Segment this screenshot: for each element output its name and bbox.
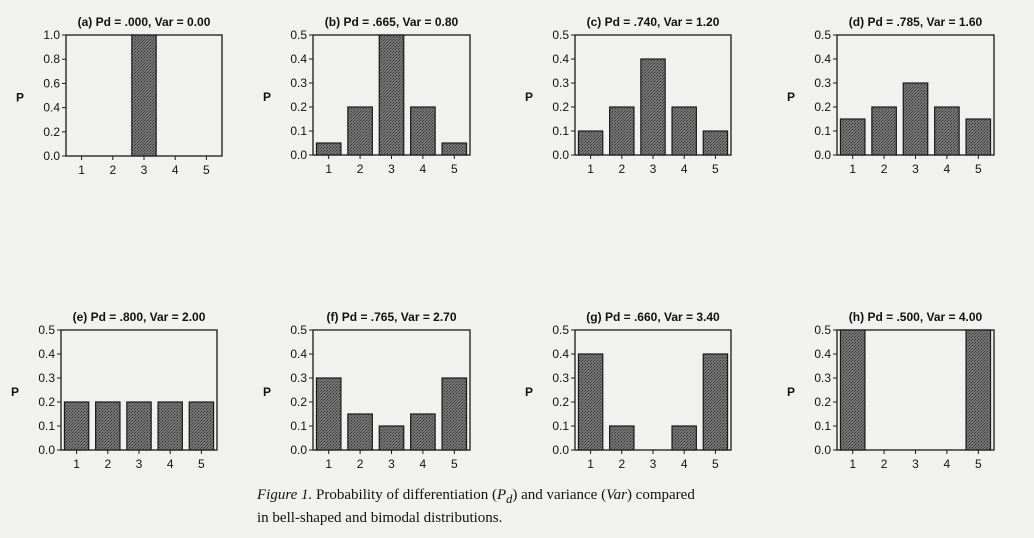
y-axis-label: P (15, 90, 25, 105)
x-tick-label: 2 (618, 162, 626, 176)
y-tick-label: 0.0 (552, 443, 569, 457)
chart-title: (h) Pd = .500, Var = 4.00 (848, 310, 983, 324)
chart-title: (f) Pd = .765, Var = 2.70 (326, 310, 457, 324)
x-tick-label: 2 (880, 457, 888, 471)
y-tick-label: 0.2 (814, 395, 831, 409)
bar-3 (379, 35, 403, 155)
figure-caption (257, 486, 817, 528)
x-tick-label: 4 (171, 163, 179, 177)
y-tick-label: 0.3 (814, 76, 831, 90)
bar-4 (411, 414, 435, 450)
x-tick-label: 5 (198, 457, 205, 471)
y-axis-label: P (262, 90, 272, 104)
chart-title: (g) Pd = .660, Var = 3.40 (586, 310, 720, 324)
chart-panel-6 (263, 310, 470, 471)
y-tick-label: 0.3 (814, 371, 831, 385)
y-tick-label: 0.2 (814, 100, 831, 114)
chart-title: (c) Pd = .740, Var = 1.20 (586, 15, 720, 29)
bar-2 (610, 107, 634, 155)
bar-5 (703, 131, 727, 155)
x-tick-label: 4 (943, 162, 951, 176)
caption-pd: P (496, 487, 507, 503)
y-tick-label: 0.4 (290, 52, 307, 66)
y-tick-label: 0.2 (552, 395, 569, 409)
bar-2 (96, 402, 120, 450)
bar-5 (703, 354, 727, 450)
chart-title: (a) Pd = .000, Var = 0.00 (77, 15, 211, 29)
x-tick-label: 5 (974, 457, 982, 471)
bar-3 (132, 35, 156, 156)
y-tick-label: 0.3 (290, 371, 307, 385)
y-tick-label: 0.5 (814, 28, 831, 42)
y-axis-label: P (524, 385, 534, 399)
x-tick-label: 2 (109, 163, 117, 177)
chart-title: (b) Pd = .665, Var = 0.80 (324, 15, 459, 29)
y-tick-label: 0.5 (290, 28, 307, 42)
bar-2 (872, 107, 896, 155)
y-tick-label: 0.1 (290, 419, 307, 433)
x-tick-label: 5 (450, 162, 458, 176)
bar-4 (158, 402, 182, 450)
y-tick-label: 0.5 (814, 323, 831, 337)
bar-5 (189, 402, 213, 450)
chart-panel-3 (525, 15, 731, 176)
bar-5 (442, 378, 466, 450)
y-tick-label: 0.0 (552, 148, 569, 162)
bar-1 (316, 143, 340, 155)
y-tick-label: 0.0 (43, 149, 60, 163)
x-tick-label: 3 (135, 457, 143, 471)
bar-2 (348, 414, 372, 450)
bar-1 (64, 402, 88, 450)
x-tick-label: 1 (73, 457, 80, 471)
bar-4 (672, 426, 696, 450)
x-tick-label: 5 (203, 163, 210, 177)
y-tick-label: 0.4 (290, 347, 307, 361)
x-tick-label: 2 (356, 457, 364, 471)
x-tick-label: 3 (649, 162, 657, 176)
y-tick-label: 0.3 (552, 371, 569, 385)
x-tick-label: 4 (680, 457, 688, 471)
x-tick-label: 4 (943, 457, 951, 471)
y-axis-label: P (524, 90, 534, 104)
caption-text-b: ) and variance ( (512, 487, 607, 503)
y-tick-label: 0.0 (38, 443, 55, 457)
chart-panel-7 (525, 310, 731, 471)
y-tick-label: 0.5 (290, 323, 307, 337)
chart-panel-1 (16, 15, 222, 177)
y-tick-label: 0.3 (290, 76, 307, 90)
bar-1 (316, 378, 340, 450)
chart-panel-8 (787, 310, 994, 471)
x-tick-label: 1 (849, 162, 857, 176)
chart-panel-5 (11, 310, 217, 471)
bar-4 (935, 107, 959, 155)
y-tick-label: 0.1 (552, 124, 569, 138)
bar-3 (127, 402, 151, 450)
x-tick-label: 1 (587, 162, 594, 176)
bar-2 (348, 107, 372, 155)
bar-3 (903, 83, 927, 155)
bar-1 (578, 354, 602, 450)
y-axis-label: P (262, 385, 272, 399)
x-tick-label: 2 (880, 162, 888, 176)
y-tick-label: 1.0 (43, 28, 60, 42)
x-tick-label: 3 (912, 162, 919, 176)
y-tick-label: 0.0 (290, 443, 307, 457)
x-tick-label: 4 (680, 162, 688, 176)
bar-4 (411, 107, 435, 155)
y-tick-label: 0.4 (814, 347, 831, 361)
x-tick-label: 2 (618, 457, 626, 471)
bar-2 (610, 426, 634, 450)
x-tick-label: 1 (325, 457, 333, 471)
y-tick-label: 0.1 (552, 419, 569, 433)
y-tick-label: 0.8 (43, 52, 60, 67)
y-tick-label: 0.1 (38, 419, 55, 433)
x-tick-label: 3 (140, 163, 148, 177)
x-tick-label: 3 (912, 457, 919, 471)
y-tick-label: 0.4 (814, 52, 831, 66)
caption-line-2: in bell-shaped and bimodal distributions. (257, 510, 503, 526)
y-tick-label: 0.2 (290, 395, 307, 409)
y-tick-label: 0.0 (290, 148, 307, 162)
x-tick-label: 3 (388, 457, 395, 471)
y-axis-label: P (786, 90, 796, 104)
x-tick-label: 1 (78, 163, 85, 177)
y-tick-label: 0.6 (43, 76, 60, 91)
y-tick-label: 0.2 (552, 100, 569, 114)
x-tick-label: 5 (712, 457, 719, 471)
bar-5 (966, 119, 990, 155)
x-tick-label: 3 (388, 162, 395, 176)
bar-1 (840, 119, 864, 155)
y-tick-label: 0.2 (290, 100, 307, 114)
chart-panel-2 (263, 15, 470, 176)
x-tick-label: 4 (166, 457, 174, 471)
y-tick-label: 0.5 (552, 28, 569, 42)
y-tick-label: 0.5 (38, 323, 55, 337)
y-tick-label: 0.4 (552, 347, 569, 361)
y-tick-label: 0.3 (38, 371, 55, 385)
chart-title: (e) Pd = .800, Var = 2.00 (72, 310, 206, 324)
x-tick-label: 5 (712, 162, 719, 176)
x-tick-label: 1 (849, 457, 857, 471)
bar-5 (442, 143, 466, 155)
x-tick-label: 1 (325, 162, 333, 176)
y-axis-label: P (786, 385, 796, 399)
chart-title: (d) Pd = .785, Var = 1.60 (848, 15, 983, 29)
y-tick-label: 0.2 (43, 124, 60, 139)
y-tick-label: 0.1 (814, 419, 831, 433)
x-tick-label: 5 (450, 457, 458, 471)
y-tick-label: 0.4 (43, 100, 60, 115)
x-tick-label: 4 (419, 162, 427, 176)
y-tick-label: 0.0 (814, 148, 831, 162)
x-tick-label: 2 (104, 457, 112, 471)
y-axis-label: P (10, 385, 20, 399)
chart-panel-4 (787, 15, 994, 176)
bar-3 (379, 426, 403, 450)
x-tick-label: 4 (419, 457, 427, 471)
y-tick-label: 0.1 (814, 124, 831, 138)
x-tick-label: 2 (356, 162, 364, 176)
caption-label: Figure 1. (257, 487, 313, 503)
x-tick-label: 3 (649, 457, 657, 471)
bar-1 (578, 131, 602, 155)
y-tick-label: 0.1 (290, 124, 307, 138)
x-tick-label: 1 (587, 457, 594, 471)
caption-pd-sub: d (506, 492, 513, 506)
x-tick-label: 5 (974, 162, 982, 176)
y-tick-label: 0.0 (814, 443, 831, 457)
bar-1 (840, 330, 864, 450)
y-tick-label: 0.5 (552, 323, 569, 337)
caption-text-a: Probability of differentiation ( (316, 487, 497, 503)
y-tick-label: 0.4 (552, 52, 569, 66)
bar-4 (672, 107, 696, 155)
y-tick-label: 0.2 (38, 395, 55, 409)
bar-3 (641, 59, 665, 155)
bar-5 (966, 330, 990, 450)
y-tick-label: 0.3 (552, 76, 569, 90)
y-tick-label: 0.4 (38, 347, 55, 361)
caption-var: Var (606, 487, 627, 503)
caption-text-c: ) compared (626, 487, 695, 503)
